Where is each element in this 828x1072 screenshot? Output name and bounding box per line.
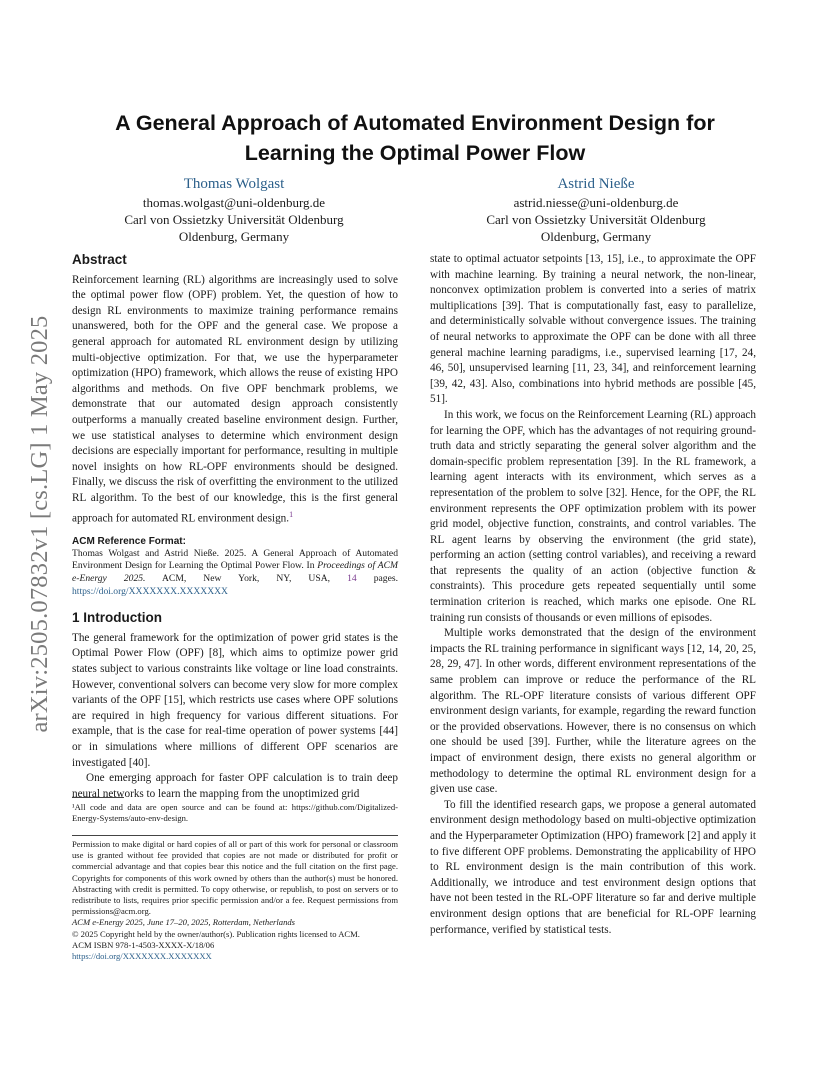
footnote-marker[interactable]: 1 [289, 509, 294, 519]
footnote-text: ¹All code and data are open source and can be found at: https://github.com/Digitalized-Energy-Systems/auto-env-design. [72, 802, 398, 824]
permission-divider [72, 835, 398, 836]
abstract-text: Reinforcement learning (RL) algorithms are increasingly used to solve the optimal power flow (OPF) problem. Yet, the question of how to design RL environments to maximize training performance remains unanswered, both for the OPF and the general case. We propose a general approach for automated RL environment design by utilizing multi-objective optimization. For that, we use the hyperparameter optimization (HPO) framework, which allows the reuse of existing HPO algorithms and methods. On five OPF benchmark problems, we demonstrate that our automated design approach consistently outperforms a manually created baseline environment design. Further, we use statistical analyses to determine which environment design decisions are especially important for performance, resulting in multiple novel insights on how RL-OPF environments should be designed. Finally, we discuss the risk of overfitting the environment to the utilized RL algorithm. To the best of our knowledge, this is the first general approach for automated RL environment design.$^1$ [72, 273, 398, 525]
author-name[interactable]: Astrid Nieße [557, 176, 635, 192]
permission-block [72, 839, 398, 962]
author-email: thomas.wolgast@uni-oldenburg.de [142, 195, 326, 210]
left-column [72, 252, 398, 802]
author-affiliation: Carl von Ossietzky Universität Oldenburg [124, 212, 344, 227]
author-name[interactable]: Thomas Wolgast [183, 176, 285, 192]
arxiv-id-text: arXiv:2505.07832v1 [cs.LG] 1 May 2025 [26, 315, 53, 733]
introduction-heading: 1 Introduction [72, 610, 162, 626]
copyright-line: © 2025 Copyright held by the owner/author(s). Publication rights licensed to ACM. [72, 928, 360, 939]
author-affiliation: Carl von Ossietzky Universität Oldenburg [486, 212, 706, 227]
arxiv-sidebar-identifier [26, 285, 54, 763]
author-block-1 [74, 175, 394, 245]
paper-title: A General Approach of Automated Environment Design for Learning the Optimal Power Flow [115, 111, 715, 165]
author-location: Oldenburg, Germany [540, 229, 652, 244]
right-paragraph-2: In this work, we focus on the Reinforcement Learning (RL) approach for learning the OPF, which has the advantages of not requiring ground-truth data and strictly separating the general solver algorithm and the domain-specific problem representation [39]. In the RL framework, a learning agent interacts with its environment, which serves as a representation of the problem to solve [32]. Hence, for the OPF, the RL environment represents the OPF optimization problem with its power grid model, objective function, constraints, and control variables. The RL agent learns by observing the environment (the grid state), performing an action (setting control variables), and receiving a reward that represents the quality of an action (objective function & constraints). This procedure gets repeated sequentially until some termination criterion is reached, which marks one episode. One RL training run consists of thousands or even millions of episodes. [430, 408, 756, 624]
right-column [430, 252, 756, 938]
intro-paragraph-1: The general framework for the optimization of power grid states is the Optimal Power Flow (OPF) [8], which aims to optimize power grid states subject to various constraints like voltage or line load constraints. However, conventional solvers can become very slow for more complex variants of the OPF [15], which restricts use cases where OPF solutions are required in high frequency for various different situations. For example, that is the case for real-time operation of power systems [44] or in simulations where millions of different OPF scenarios are investigated [40]. [72, 631, 398, 769]
author-location: Oldenburg, Germany [178, 229, 290, 244]
doi-link[interactable]: https://doi.org/XXXXXXX.XXXXXXX [72, 585, 228, 597]
acm-reference-format: ACM Reference Format: Thomas Wolgast and Astrid Nieße. 2025. A General Approach of Automated Environment Design for Learning the Optimal Power Flow. In Proceedings of ACM e-Energy 2025. ACM, New York, NY, USA, 14 pages. https://doi.org/XXXXXXX.XXXXXXX [72, 535, 398, 597]
right-paragraph-3: Multiple works demonstrated that the design of the environment impacts the RL training performance in significant ways [12, 14, 20, 25, 28, 29, 47]. In other words, different environment representations of the same problem can improve or reduce the performance of the RL algorithm. The RL-OPF literature consists of various different OPF environment design variants, for example, regarding the reward function or the provided observations. However, there is no consensus on which one should be used [39]. Further, while the literature agrees on the impact of environment design, there exists no general algorithm or methodology to determine the optimal RL environment design for a given use case. [430, 627, 756, 796]
author-email: astrid.niesse@uni-oldenburg.de [513, 195, 679, 210]
abstract-heading: Abstract [72, 252, 127, 267]
right-paragraph-1: state to optimal actuator setpoints [13, 15], i.e., to approximate the OPF with machine learning. By training a neural network, the non-linear, nonconvex optimization problem is converted into a series of matrix multiplications [39]. That is computationally fast, easy to parallelize, and deterministically solvable without convergence issues. The training of neural networks to approximate the OPF can be done with all three general machine learning paradigms, i.e., supervised learning [17, 24, 46, 50], unsupervised learning [11, 23, 34], and reinforcement learning [39, 42, 43]. Also, combinations into hybrid methods are possible [45, 51]. [430, 253, 756, 406]
isbn-line: ACM ISBN 978-1-4503-XXXX-X/18/06 [72, 939, 215, 950]
permission-text: Permission to make digital or hard copies of all or part of this work for personal or classroom use is granted without fee provided that copies are not made or distributed for profit or commercial advantage and that copies bear this notice and the full citation on the first page. Copyrights for components of this work owned by others than the author(s) must be honored. Abstracting with credit is permitted. To copy otherwise, or republish, to post on servers or to redistribute to lists, requires prior specific permission and/or a fee. Request permissions from permissions@acm.org. [72, 839, 398, 917]
acm-reference-heading: ACM Reference Format: [72, 535, 186, 547]
intro-paragraph-2: One emerging approach for faster OPF calculation is to train deep neural networks to learn the mapping from the unoptimized grid [72, 772, 398, 800]
pages-link[interactable]: 14 [347, 573, 357, 585]
footnote-divider [72, 797, 124, 798]
conference-line: ACM e-Energy 2025, June 17–20, 2025, Rotterdam, Netherlands [72, 917, 296, 928]
footnote [72, 802, 398, 824]
doi-footer-link[interactable]: https://doi.org/XXXXXXX.XXXXXXX [72, 951, 212, 962]
author-block-2 [436, 175, 756, 245]
right-paragraph-4: To fill the identified research gaps, we propose a general automated environment design methodology based on multi-objective optimization and the Hyperparameter Optimization (HPO) framework [2] and apply it to five different OPF problems. Demonstrating the applicability of HPO to RL environment design is the main contribution of this work. Additionally, we introduce and test environment design options that have not been tested in the RL-OPF literature so far and derive multiple environment design options that are beneficial for RL-OPF learning performance, verified by statistical tests. [430, 798, 756, 936]
